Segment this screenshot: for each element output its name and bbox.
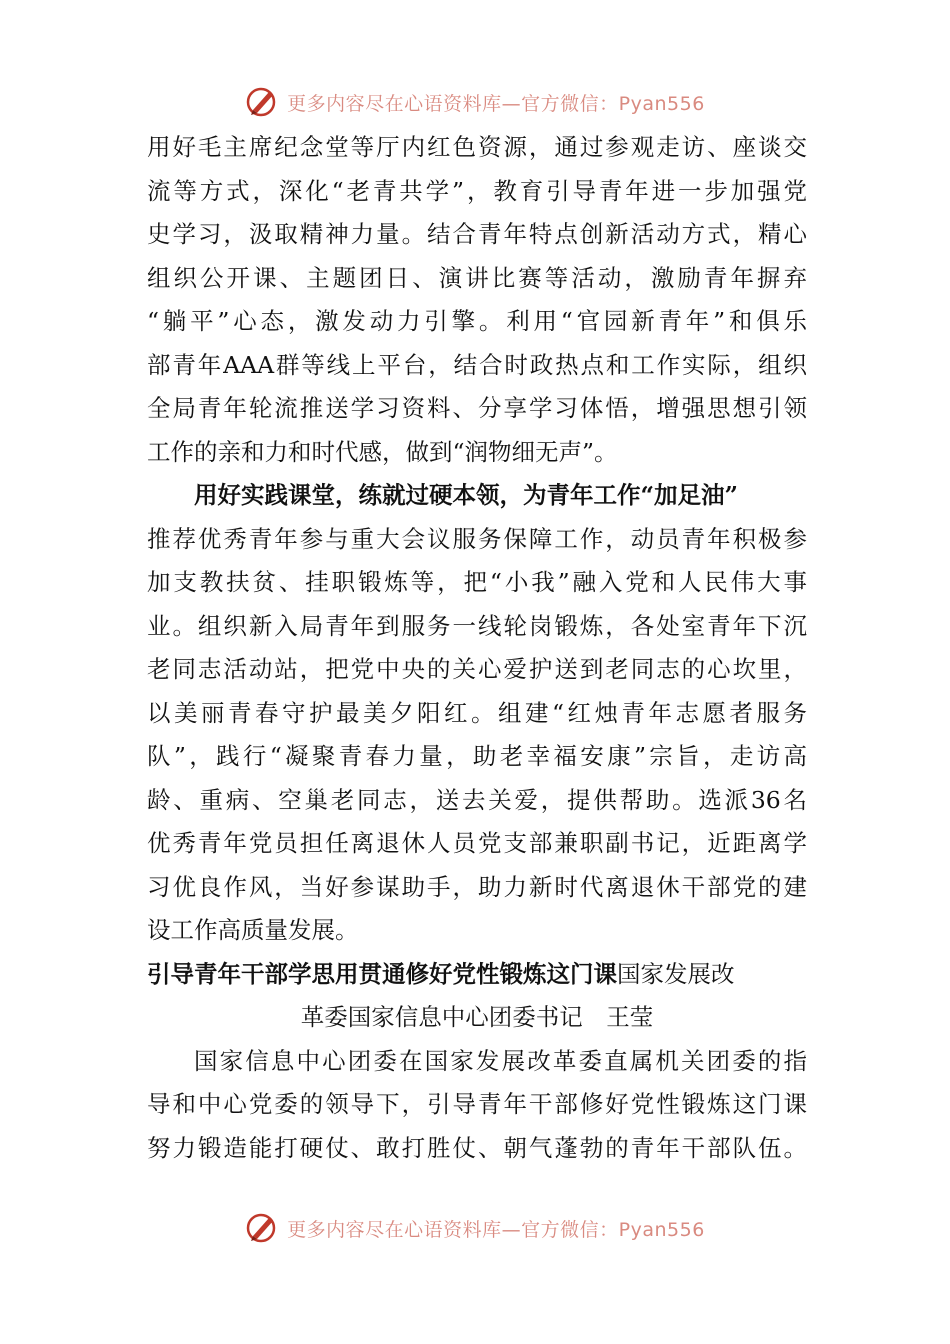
paragraph-3 [147,1040,807,1171]
article-byline: 革委国家信息中心团委书记 王莹 [300,1003,654,1031]
text-line: 队”，践行“凝聚青春力量，助老幸福安康”宗旨，走访高 [147,742,807,770]
article-title [147,953,807,997]
text-line: 习优良作风，当好参谋助手，助力新时代离退休干部党的建 [147,872,807,901]
document-body [147,126,807,1170]
text-line: 部青年AAA群等线上平台，结合时政热点和工作实际，组织 [147,350,807,379]
pen-nib-circle-icon [245,1210,281,1246]
banner-text: 更多内容尽在心语资料库—官方微信：Pyan556 [287,1218,705,1241]
header-banner [0,82,950,122]
text-line: 努力锻造能打硬仗、敢打胜仗、朝气蓬勃的青年干部队伍。 [147,1133,807,1162]
text-line: 国家信息中心团委在国家发展改革委直属机关团委的指 [194,1046,807,1075]
article-title-bold: 引导青年干部学思用贯通修好党性锻炼这门课 [147,959,617,988]
text-line: 以美丽青春守护最美夕阳红。组建“红烛青年志愿者服务 [147,698,807,727]
text-line: 龄、重病、空巢老同志，送去关爱，提供帮助。选派36名 [147,785,807,814]
pen-nib-circle-icon [245,84,281,120]
banner-text: 更多内容尽在心语资料库—官方微信：Pyan556 [287,92,705,115]
section-heading: 用好实践课堂，练就过硬本领，为青年工作“加足油” [194,481,739,509]
text-line: “躺平”心态，激发动力引擎。利用“官园新青年”和俱乐 [147,307,807,335]
text-line: 加支教扶贫、挂职锻炼等，把“小我”融入党和人民伟大事 [147,568,807,596]
text-line: 设工作高质量发展。 [147,916,359,944]
text-line: 全局青年轮流推送学习资料、分享学习体悟，增强思想引领 [147,394,807,422]
paragraph-1 [147,126,807,474]
text-line: 工作的亲和力和时代感，做到“润物细无声”。 [147,437,618,466]
text-line: 业。组织新入局青年到服务一线轮岗锻炼，各处室青年下沉 [147,611,807,640]
text-line: 史学习，汲取精神力量。结合青年特点创新活动方式，精心 [147,220,807,248]
text-line: 优秀青年党员担任离退休人员党支部兼职副书记，近距离学 [147,829,807,857]
text-line: 用好毛主席纪念堂等厅内红色资源，通过参观走访、座谈交 [147,133,807,161]
paragraph-2 [147,518,807,953]
text-line: 推荐优秀青年参与重大会议服务保障工作，动员青年积极参 [147,524,807,553]
text-line: 流等方式，深化“老青共学”，教育引导青年进一步加强党 [147,176,807,205]
text-line: 老同志活动站，把党中央的关心爱护送到老同志的心坎里， [147,655,807,683]
text-line: 导和中心党委的领导下，引导青年干部修好党性锻炼这门课 [147,1090,807,1118]
article-title-normal: 国家发展改 [617,959,735,988]
text-line: 组织公开课、主题团日、演讲比赛等活动，激励青年摒弃 [147,263,807,292]
footer-banner [0,1208,950,1248]
